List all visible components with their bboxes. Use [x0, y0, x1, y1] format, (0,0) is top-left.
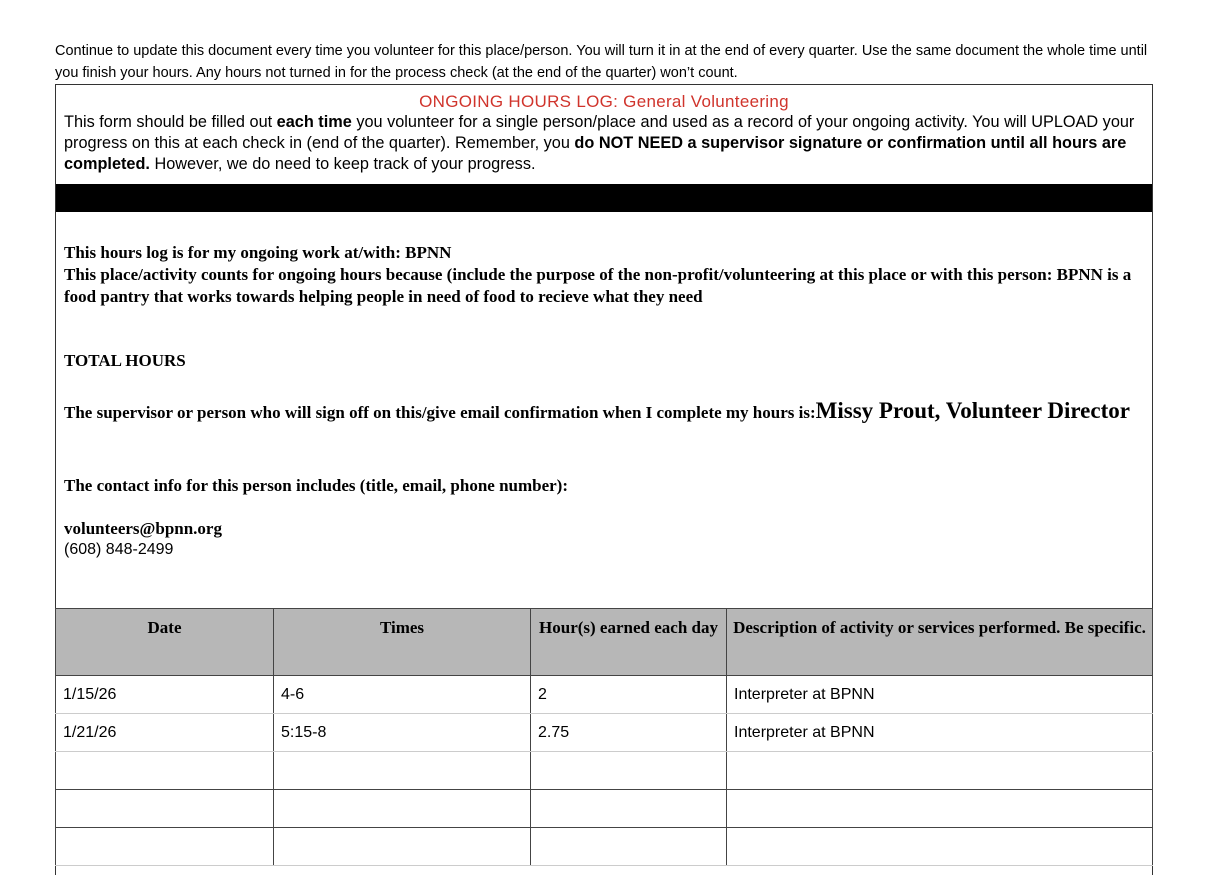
table-header [56, 609, 1153, 676]
total-hours-label: TOTAL HOURS [64, 351, 186, 370]
hours-log-form [55, 84, 1153, 875]
header-description: Description of activity or services performed. Be specific. [727, 609, 1153, 676]
cell-hours[interactable]: 2 [531, 676, 727, 714]
supervisor-label: The supervisor or person who will sign off on this/give email confirmation when I complete my hours is: [64, 403, 816, 422]
cell-description[interactable] [727, 790, 1153, 828]
header-hours: Hour(s) earned each day [531, 609, 727, 676]
cell-times[interactable]: 4-6 [274, 676, 531, 714]
table-row [56, 828, 1153, 866]
desc-text: This form should be filled out [64, 113, 277, 131]
cell-hours[interactable] [531, 828, 727, 866]
contact-email: volunteers@bpnn.org [64, 519, 222, 538]
supervisor-name: Missy Prout, Volunteer Director [815, 398, 1130, 423]
cell-description[interactable] [727, 752, 1153, 790]
table-row [56, 714, 1153, 752]
cell-description[interactable]: Interpreter at BPNN [727, 714, 1153, 752]
desc-text: However, we do need to keep track of your progress. [149, 155, 536, 173]
supervisor-line [64, 397, 1144, 425]
log-for: This hours log is for my ongoing work at/with: BPNN [64, 243, 452, 262]
contact-label: The contact info for this person includes (title, email, phone number): [64, 476, 569, 495]
contact-phone: (608) 848-2499 [64, 541, 174, 558]
cell-hours[interactable] [531, 790, 727, 828]
cell-times[interactable] [274, 752, 531, 790]
desc-bold: each time [276, 113, 352, 131]
header-date: Date [56, 609, 274, 676]
cell-date[interactable]: 1/15/26 [56, 676, 274, 714]
form-title: ONGOING HOURS LOG: General Volunteering [419, 92, 789, 111]
desc-text: you volunteer for a single person/place and used as a record of your ongoing activity. You will UPLOAD your progress on this at each check in (end of the quarter). Remember, you [64, 113, 1135, 152]
table-row [56, 790, 1153, 828]
table-row [56, 752, 1153, 790]
cell-date[interactable] [56, 752, 274, 790]
instructions-text: Continue to update this document every time you volunteer for this place/person. You will turn it in at the end of every quarter. Use the same document the whole time until you finish your hours. Any hours not turned in for the process check (at the end of the quarter) won’t count. [55, 43, 1148, 81]
cell-times[interactable] [274, 790, 531, 828]
hours-table [55, 608, 1153, 866]
cell-times[interactable]: 5:15-8 [274, 714, 531, 752]
cell-date[interactable] [56, 790, 274, 828]
cell-date[interactable] [56, 828, 274, 866]
header-times: Times [274, 609, 531, 676]
table-row [56, 676, 1153, 714]
cell-description[interactable] [727, 828, 1153, 866]
cell-date[interactable]: 1/21/26 [56, 714, 274, 752]
purpose: This place/activity counts for ongoing hours because (include the purpose of the non-profit/volunteering at this place or with this person: BPNN is a food pantry that works towards helping people in need of food to recieve what they need [64, 265, 1132, 306]
form-description [56, 112, 1152, 175]
cell-hours[interactable]: 2.75 [531, 714, 727, 752]
cell-description[interactable]: Interpreter at BPNN [727, 676, 1153, 714]
divider-bar [56, 184, 1152, 212]
cell-times[interactable] [274, 828, 531, 866]
cell-hours[interactable] [531, 752, 727, 790]
desc-bold: do NOT NEED a supervisor signature or confirmation until all hours are completed. [64, 134, 1127, 173]
